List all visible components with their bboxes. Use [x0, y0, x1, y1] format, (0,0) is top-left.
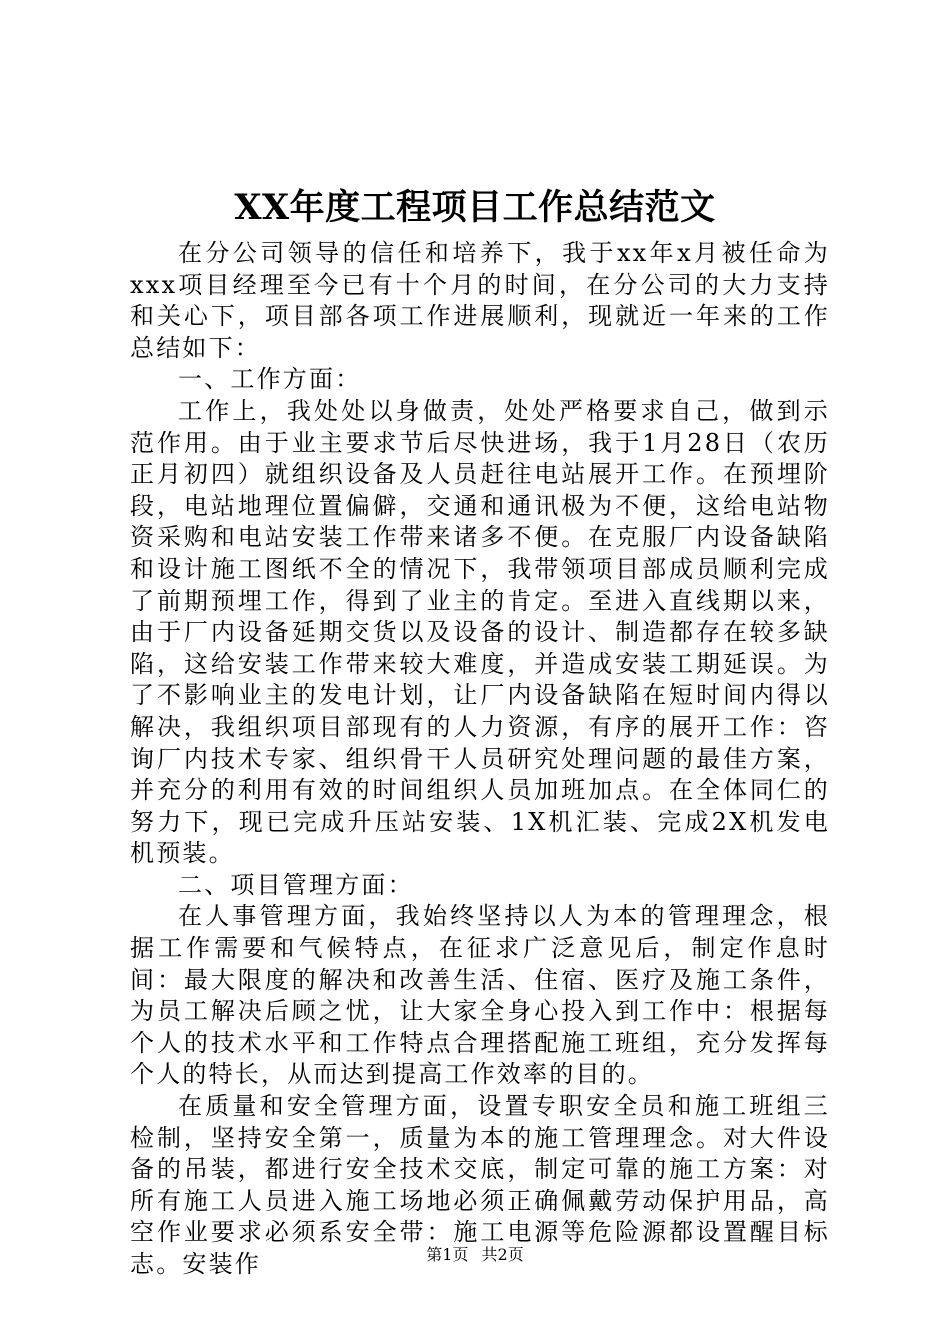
page-total: 共2页: [481, 1245, 524, 1264]
paragraph-intro: 在分公司领导的信任和培养下，我于xx年x月被任命为xxx项目经理至今已有十个月的时间，在分公司的大力支持和关心下，项目部各项工作进展顺利，现就近一年来的工作总结如下：: [130, 239, 830, 362]
paragraph-quality-safety: 在质量和安全管理方面，设置专职安全员和施工班组三检制，坚持安全第一，质量为本的施工管理理念。对大件设备的吊装，都进行安全技术交底，制定可靠的施工方案：对所有施工人员进入施工场地必须正确佩戴劳动保护用品，高空作业要求必须系安全带：施工电源等危险源都设置醒目标志。安装作: [130, 1092, 830, 1278]
section-heading-work: 一、工作方面：: [178, 365, 362, 394]
page-footer: [0, 1245, 950, 1265]
document-title: XX年度工程项目工作总结范文: [234, 187, 716, 228]
paragraph-work: 工作上，我处处以身做责，处处严格要求自己，做到示范作用。由于业主要求节后尽快进场，我于1月28日（农历正月初四）就组织设备及人员赶往电站展开工作。在预埋阶段，电站地理位置偏僻，交通和通讯极为不便，这给电站物资采购和电站安装工作带来诸多不便。在克服厂内设备缺陷和设计施工图纸不全的情况下，我带领项目部成员顺利完成了前期预埋工作，得到了业主的肯定。至进入直线期以来，由于厂内设备延期交货以及设备的设计、制造都存在较多缺陷，这给安装工作带来较大难度，并造成安装工期延误。为了不影响业主的发电计划，让厂内设备缺陷在短时间内得以解决，我组织项目部现有的人力资源，有序的展开工作：咨询厂内技术专家、组织骨干人员研究处理问题的最佳方案，并充分的利用有效的时间组织人员加班加点。在全体同仁的努力下，现已完成升压站安装、1X机汇装、完成2X机发电机预装。: [130, 396, 830, 868]
document-body: [130, 238, 830, 1281]
paragraph-personnel: 在人事管理方面，我始终坚持以人为本的管理理念，根据工作需要和气候特点，在征求广泛意见后，制定作息时间：最大限度的解决和改善生活、住宿、医疗及施工条件，为员工解决后顾之忧，让大家全身心投入到工作中：根据每个人的技术水平和工作特点合理搭配施工班组，充分发挥每个人的特长，从而达到提高工作效率的目的。: [130, 902, 830, 1089]
section-heading-management: 二、项目管理方面：: [178, 870, 414, 899]
page-number: 第1页: [426, 1245, 469, 1264]
